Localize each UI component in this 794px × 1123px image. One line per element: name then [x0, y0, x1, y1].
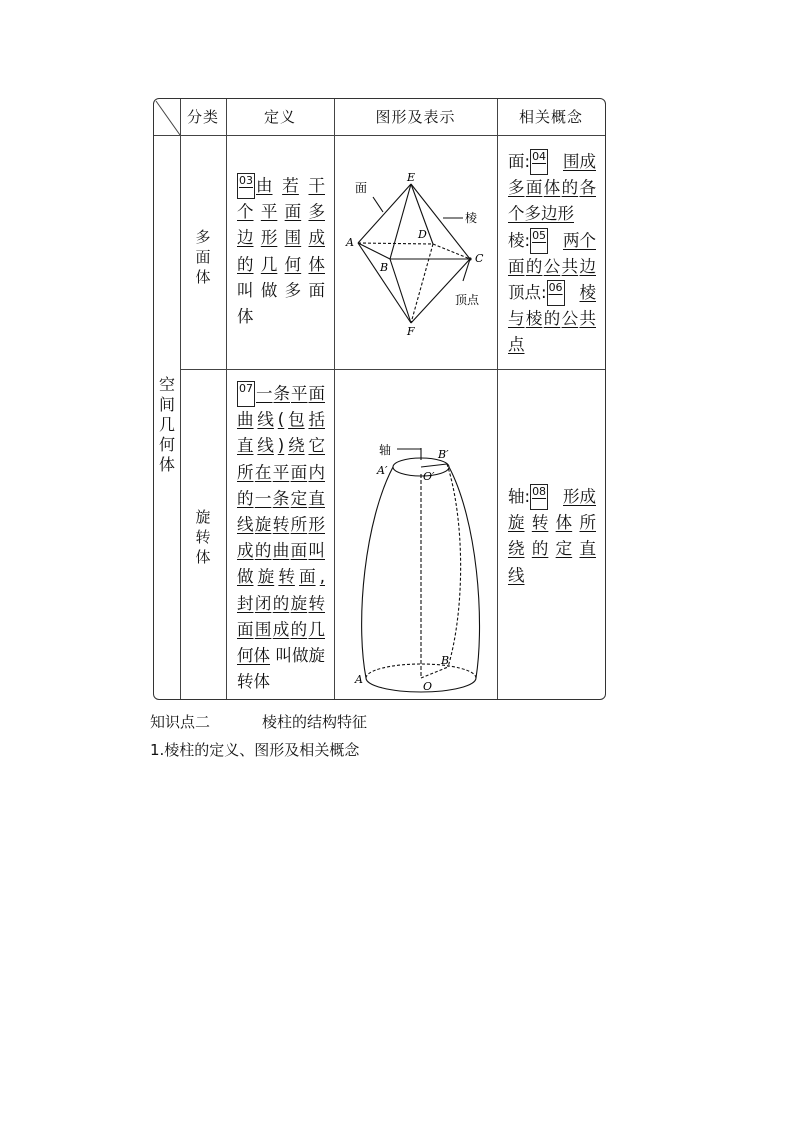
concept-term: 面: — [508, 152, 531, 171]
point-label-A-prime: A′ — [377, 464, 388, 477]
subsection-item: 1.棱柱的定义、图形及相关概念 — [150, 741, 360, 759]
concepts-polyhedron — [508, 149, 596, 359]
definition-text: 何体 — [237, 646, 270, 666]
concept-line — [508, 149, 596, 175]
concept-text — [530, 228, 596, 254]
concept-line: 多 面 体 的 各 — [508, 178, 596, 198]
concept-term: 棱: — [508, 230, 531, 250]
concept-fragment: 围成 — [563, 152, 596, 171]
header-figure: 图形及表示 — [375, 108, 456, 126]
concept-table — [153, 98, 606, 700]
definition-line: 线 旋 转 所 形 — [237, 515, 325, 535]
label-axis: 轴 — [379, 443, 392, 457]
header-concepts: 相关概念 — [518, 108, 583, 126]
definition-line: 所 在 平 面 内 — [237, 462, 325, 482]
vertex-label-C: C — [475, 252, 484, 265]
definition-line: 成 的 曲 面 叫 — [237, 541, 325, 561]
section-label: 知识点二 — [150, 713, 211, 731]
definition-solid-of-revolution — [237, 381, 325, 695]
label-face: 面 — [355, 181, 368, 195]
blank-number-badge: 06 — [547, 280, 565, 306]
category-solid-of-revolution: 旋 转 体 — [195, 508, 211, 566]
concept-fragment: 两个 — [563, 230, 596, 250]
blank-number-badge: 05 — [530, 228, 548, 254]
definition-line: 面 围 成 的 几 — [237, 619, 325, 639]
category-polyhedron: 多 面 体 — [195, 228, 211, 286]
point-label-O: O — [423, 680, 433, 693]
header-category: 分类 — [186, 108, 219, 126]
blank-number-badge: 04 — [530, 149, 548, 175]
group-label: 空 间 几 何 体 — [158, 375, 175, 474]
vertex-label-A: A — [346, 236, 354, 249]
point-label-B: B — [441, 654, 450, 667]
concept-line — [508, 280, 596, 306]
definition-line: 直 线 ) 绕 它 — [237, 436, 325, 456]
concept-term: 轴: — [508, 487, 531, 506]
definition-line: 边 形 围 成 — [237, 228, 325, 248]
concept-line: 面 的 公 共 边 — [508, 256, 596, 276]
point-label-A: A — [355, 673, 363, 686]
definition-line: 个 平 面 多 — [237, 202, 325, 222]
definition-line: 的 几 何 体 — [237, 254, 325, 274]
concept-text — [530, 149, 596, 175]
definition-line: 体 — [237, 307, 254, 327]
concept-line: 点 — [508, 335, 525, 355]
concept-line: 旋 转 体 所 — [508, 513, 596, 533]
label-vertex: 顶点 — [455, 293, 480, 307]
concept-line: 与 棱 的 公 共 — [508, 309, 596, 329]
grid-line — [226, 99, 227, 699]
point-label-B-prime: B′ — [438, 448, 449, 461]
definition-line: 转 体 — [237, 672, 270, 692]
definition-line — [237, 173, 325, 199]
vertex-label-B: B — [380, 261, 389, 274]
definition-line: 做 旋 转 面 , — [237, 567, 325, 587]
concept-fragment: 棱 — [579, 283, 596, 303]
blank-number-badge: 07 — [237, 381, 255, 407]
vertex-label-D: D — [418, 228, 427, 241]
concept-line: 个 多 边 形 — [508, 204, 574, 224]
concept-line: 绕 的 定 直 — [508, 539, 596, 559]
vertex-label-E: E — [407, 171, 416, 184]
definition-line — [237, 381, 325, 407]
concepts-solid-of-revolution — [508, 484, 596, 589]
definition-line: 封 闭 的 旋 转 — [237, 593, 325, 613]
blank-number-badge: 08 — [530, 484, 548, 510]
concept-line — [508, 228, 596, 254]
definition-text: 叫做旋 — [275, 646, 325, 666]
concept-term: 顶点: — [508, 283, 547, 303]
definition-line: 叫 做 多 面 — [237, 280, 325, 300]
definition-line: 曲 线 ( 包 括 — [237, 410, 325, 430]
polyhedron-figure — [335, 136, 497, 369]
vertex-label-F: F — [407, 325, 415, 338]
definition-text: 一 条 平 面 — [256, 384, 325, 403]
concept-fragment: 形成 — [563, 487, 596, 506]
definition-line: 的 一 条 定 直 — [237, 488, 325, 508]
definition-line — [237, 643, 325, 669]
corner-diagonal — [154, 99, 181, 136]
solid-of-revolution-figure — [335, 370, 497, 699]
definition-polyhedron — [237, 173, 325, 330]
definition-text: 由 若 干 — [256, 176, 325, 195]
header-definition: 定义 — [263, 108, 296, 126]
concept-text — [547, 280, 596, 306]
concept-line: 线 — [508, 565, 525, 585]
label-edge: 棱 — [465, 211, 478, 225]
grid-line — [180, 99, 181, 699]
concept-text — [530, 484, 596, 510]
grid-line — [497, 99, 498, 699]
blank-number-badge: 03 — [237, 173, 255, 199]
concept-line — [508, 484, 596, 510]
point-label-O-prime: O′ — [423, 470, 435, 483]
section-title: 棱柱的结构特征 — [262, 713, 368, 731]
